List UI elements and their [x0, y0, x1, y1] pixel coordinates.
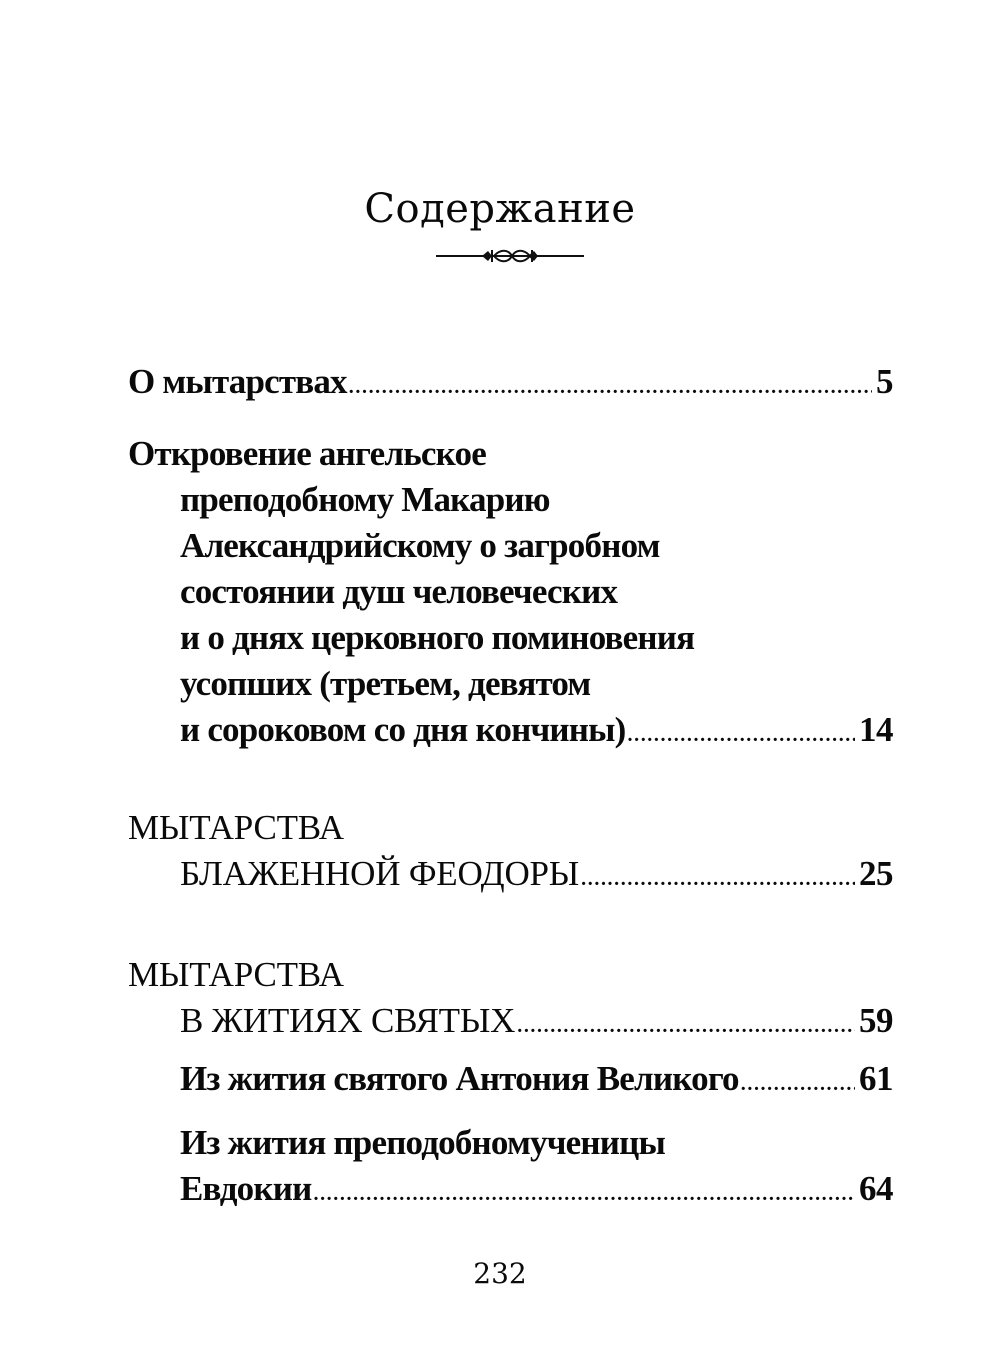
toc-line [128, 952, 893, 998]
dot-leader [628, 712, 856, 758]
toc-line [128, 805, 893, 851]
toc-entry [128, 359, 893, 405]
toc-page-number: 25 [859, 854, 893, 893]
toc-section-title: МЫТАРСТВА [128, 808, 344, 847]
page-title: Содержание [364, 185, 636, 232]
toc-line [128, 523, 893, 569]
toc-subentry-title: Из жития преподобномученицы [180, 1123, 665, 1162]
toc-line [180, 1166, 893, 1212]
dot-leader [517, 1003, 855, 1049]
toc-entry-title-continued: и о днях церковного поминовения [180, 618, 695, 657]
toc-entry-title: Откровение ангельское [128, 434, 486, 473]
toc-line [180, 1056, 893, 1102]
toc-line [128, 431, 893, 477]
dot-leader [741, 1061, 855, 1107]
toc-entry-title-continued: и сороковом со дня кончины) [180, 710, 626, 749]
toc-entry-title-continued: состоянии душ человеческих [180, 572, 618, 611]
decorative-divider-icon [436, 246, 584, 266]
toc-page-number: 14 [859, 710, 893, 749]
toc-line [128, 851, 893, 897]
toc-section-entry [128, 805, 893, 897]
toc-page-number: 5 [876, 362, 893, 401]
toc-entry [128, 431, 893, 753]
toc-line [180, 1120, 893, 1166]
dot-leader [581, 856, 855, 902]
toc-page-number: 64 [859, 1169, 893, 1208]
toc-subentry [180, 1056, 893, 1102]
toc-subentry-title: Из жития святого Антония Великого [180, 1059, 739, 1098]
toc-page-number: 61 [859, 1059, 893, 1098]
toc-line [128, 661, 893, 707]
toc-line [128, 569, 893, 615]
toc-section-title-continued: БЛАЖЕННОЙ ФЕОДОРЫ [180, 854, 580, 893]
toc-subentry [180, 1120, 893, 1212]
toc-entry-title-continued: преподобному Макарию [180, 480, 550, 519]
toc-line [128, 998, 893, 1044]
dot-leader [349, 364, 872, 410]
toc-section-title: МЫТАРСТВА [128, 955, 344, 994]
toc-line [128, 359, 893, 405]
toc-section-entry [128, 952, 893, 1044]
page-number: 232 [473, 1257, 527, 1290]
toc-line [128, 707, 893, 753]
toc-entry-title: О мытарствах [128, 362, 347, 401]
toc-entry-title-continued: усопших (третьем, девятом [180, 664, 591, 703]
toc-line [128, 477, 893, 523]
toc-line [128, 615, 893, 661]
toc-section-title-continued: В ЖИТИЯХ СВЯТЫХ [180, 1001, 516, 1040]
toc-entry-title-continued: Александрийскому о загробном [180, 526, 660, 565]
toc-subentry-title-continued: Евдокии [180, 1169, 312, 1208]
dot-leader [313, 1171, 855, 1217]
toc-page-number: 59 [859, 1001, 893, 1040]
